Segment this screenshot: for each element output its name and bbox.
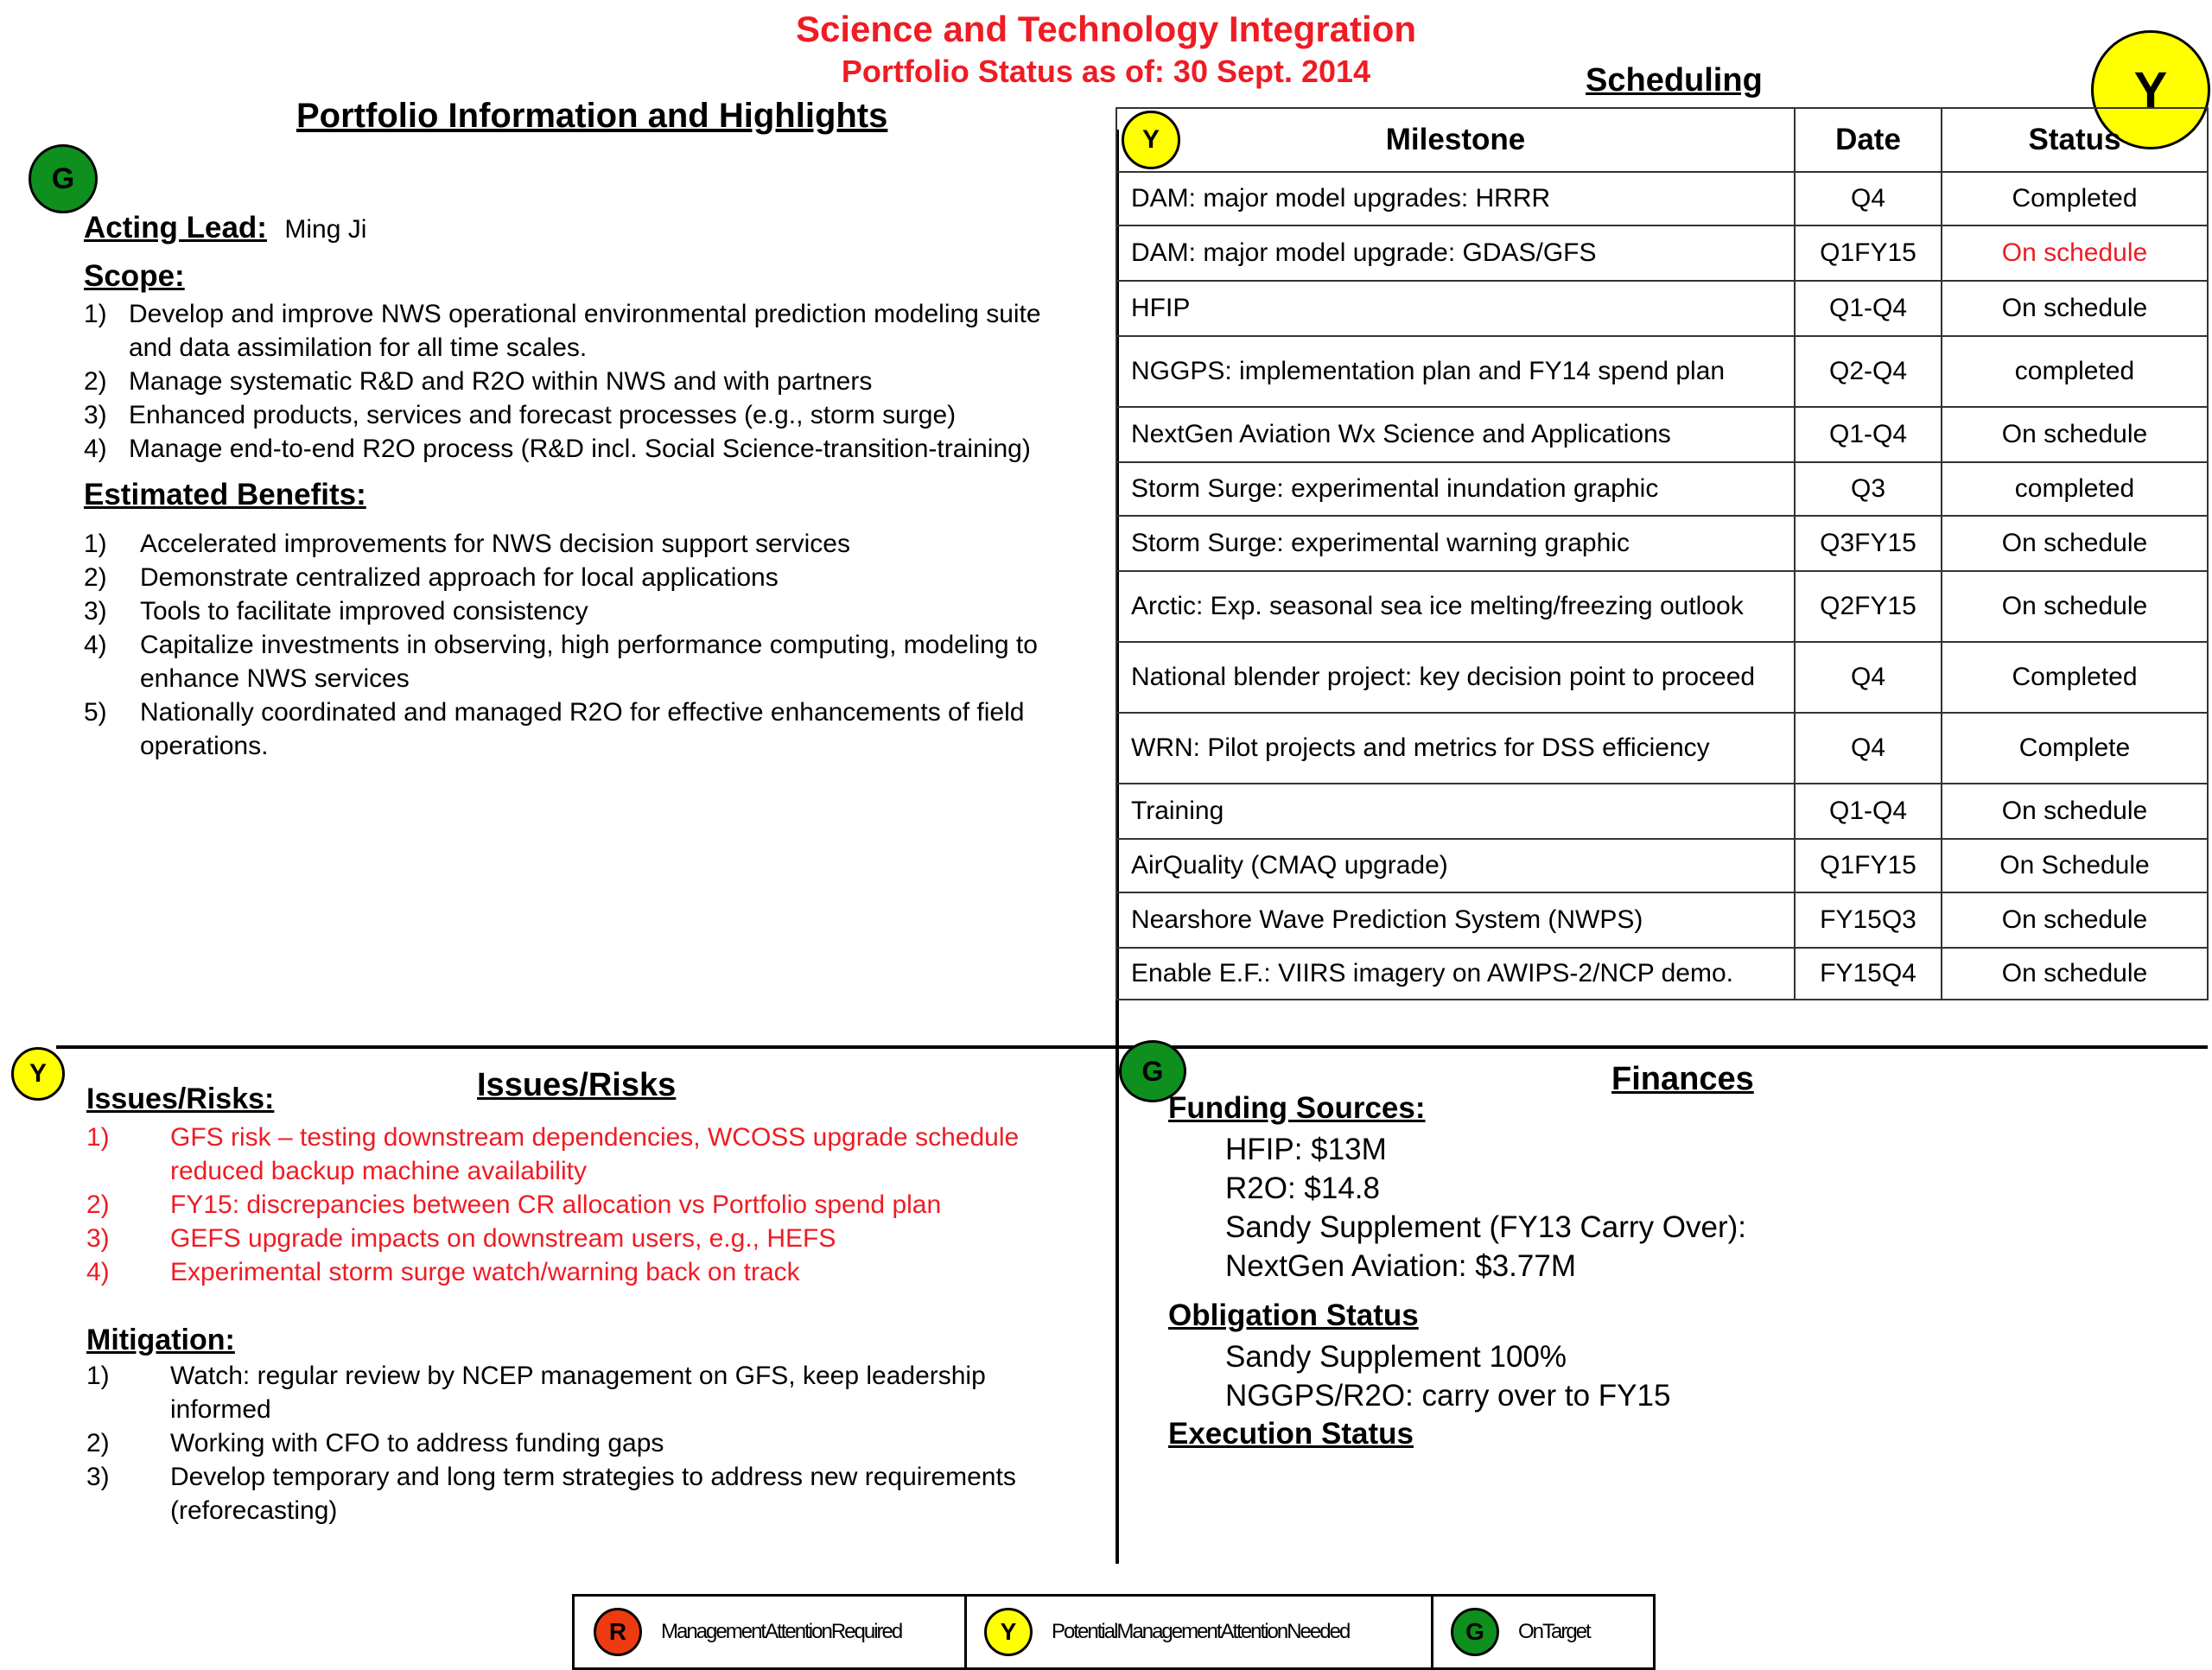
acting-lead-name: Ming Ji bbox=[284, 215, 367, 244]
status-cell: On schedule bbox=[1942, 407, 2208, 462]
date-cell: Q4 bbox=[1795, 172, 1942, 225]
status-cell: completed bbox=[1942, 336, 2208, 407]
status-cell: Completed bbox=[1942, 642, 2208, 713]
list-item: 3) Tools to facilitate improved consistency bbox=[84, 597, 588, 625]
mitigation-label: Mitigation: bbox=[86, 1324, 235, 1356]
milestone-cell: Training bbox=[1116, 784, 1795, 839]
table-row bbox=[1116, 892, 2208, 948]
obligation-list bbox=[1225, 1337, 1670, 1415]
list-item: 1) Develop and improve NWS operational environmental prediction modeling suite and data assimilation for all time scales. bbox=[84, 300, 1041, 362]
milestone-cell: National blender project: key decision point to proceed bbox=[1116, 642, 1795, 713]
list-item: 4) Experimental storm surge watch/warning back on track bbox=[86, 1258, 800, 1286]
list-item: 2) Demonstrate centralized approach for local applications bbox=[84, 563, 779, 592]
legend-label: ManagementAttentionRequired bbox=[661, 1620, 902, 1643]
list-item: 3) Develop temporary and long term strategies to address new requirements (reforecasting) bbox=[86, 1463, 1016, 1525]
portfolio-status-badge: G bbox=[29, 144, 98, 213]
list-item: HFIP: $13M bbox=[1225, 1133, 1387, 1166]
list-item: R2O: $14.8 bbox=[1225, 1172, 1380, 1205]
milestone-cell: Enable E.F.: VIIRS imagery on AWIPS-2/NCP demo. bbox=[1116, 948, 1795, 1000]
list-item: 1) Accelerated improvements for NWS decision support services bbox=[84, 530, 850, 558]
list-item: 4) Manage end-to-end R2O process (R&D incl. Social Science-transition-training) bbox=[84, 435, 1031, 463]
scheduling-title: Scheduling bbox=[1586, 62, 1763, 98]
milestone-cell: Nearshore Wave Prediction System (NWPS) bbox=[1116, 892, 1795, 948]
yellow-status-icon: Y bbox=[984, 1608, 1033, 1656]
table-row bbox=[1116, 336, 2208, 407]
scope-list bbox=[84, 297, 1060, 466]
acting-lead bbox=[84, 211, 366, 246]
legend-item-yellow bbox=[967, 1597, 1433, 1667]
date-cell: Q1-Q4 bbox=[1795, 784, 1942, 839]
milestone-cell: DAM: major model upgrade: GDAS/GFS bbox=[1116, 225, 1795, 281]
milestone-cell: DAM: major model upgrades: HRRR bbox=[1116, 172, 1795, 225]
table-row bbox=[1116, 642, 2208, 713]
status-cell: On schedule bbox=[1942, 571, 2208, 642]
issues-label: Issues/Risks: bbox=[86, 1083, 275, 1115]
overall-status-badge: Y bbox=[2091, 30, 2210, 149]
date-cell: Q4 bbox=[1795, 713, 1942, 784]
milestone-cell: Arctic: Exp. seasonal sea ice melting/freezing outlook bbox=[1116, 571, 1795, 642]
list-item: 2) Working with CFO to address funding gaps bbox=[86, 1429, 664, 1457]
funding-list bbox=[1225, 1130, 1746, 1286]
status-cell: On schedule bbox=[1942, 948, 2208, 1000]
scheduling-status-badge: Y bbox=[1122, 111, 1180, 169]
status-cell: On schedule bbox=[1942, 281, 2208, 336]
portfolio-title: Portfolio Information and Highlights bbox=[296, 97, 888, 135]
green-status-icon: G bbox=[1451, 1608, 1499, 1656]
table-row bbox=[1116, 281, 2208, 336]
date-header: Date bbox=[1795, 108, 1942, 172]
red-status-icon: R bbox=[594, 1608, 642, 1656]
list-item: 1) GFS risk – testing downstream dependencies, WCOSS upgrade schedule reduced backup machine availability bbox=[86, 1123, 1020, 1185]
legend-label: PotentialManagementAttentionNeeded bbox=[1052, 1620, 1350, 1643]
table-row bbox=[1116, 462, 2208, 516]
status-cell: completed bbox=[1942, 462, 2208, 516]
date-cell: Q2FY15 bbox=[1795, 571, 1942, 642]
milestone-header: Milestone bbox=[1116, 108, 1795, 172]
list-item: NextGen Aviation: $3.77M bbox=[1225, 1249, 1576, 1283]
execution-label: Execution Status bbox=[1168, 1417, 1414, 1451]
table-row bbox=[1116, 225, 2208, 281]
table-row bbox=[1116, 407, 2208, 462]
date-cell: Q4 bbox=[1795, 642, 1942, 713]
benefits-label: Estimated Benefits: bbox=[84, 478, 366, 511]
issues-title: Issues/Risks bbox=[477, 1067, 677, 1103]
list-item: 2) Manage systematic R&D and R2O within NWS and with partners bbox=[84, 367, 873, 396]
milestone-cell: AirQuality (CMAQ upgrade) bbox=[1116, 839, 1795, 892]
status-cell: On Schedule bbox=[1942, 839, 2208, 892]
date-cell: Q1FY15 bbox=[1795, 839, 1942, 892]
page-title: Science and Technology Integration bbox=[796, 9, 1416, 49]
date-cell: Q1-Q4 bbox=[1795, 407, 1942, 462]
milestone-cell: Storm Surge: experimental inundation graphic bbox=[1116, 462, 1795, 516]
table-row bbox=[1116, 948, 2208, 1000]
date-cell: Q1-Q4 bbox=[1795, 281, 1942, 336]
date-cell: Q1FY15 bbox=[1795, 225, 1942, 281]
status-cell: Complete bbox=[1942, 713, 2208, 784]
list-item: 2) FY15: discrepancies between CR allocation vs Portfolio spend plan bbox=[86, 1191, 942, 1219]
status-cell: On schedule bbox=[1942, 225, 2208, 281]
status-cell: On schedule bbox=[1942, 892, 2208, 948]
date-cell: FY15Q3 bbox=[1795, 892, 1942, 948]
milestone-cell: HFIP bbox=[1116, 281, 1795, 336]
date-cell: Q3 bbox=[1795, 462, 1942, 516]
status-cell: On schedule bbox=[1942, 784, 2208, 839]
table-row bbox=[1116, 516, 2208, 571]
legend-label: OnTarget bbox=[1518, 1620, 1590, 1643]
date-cell: Q3FY15 bbox=[1795, 516, 1942, 571]
benefits-list bbox=[84, 527, 1060, 763]
legend-item-green bbox=[1433, 1597, 1653, 1667]
table-header-row bbox=[1116, 108, 2208, 172]
acting-lead-label: Acting Lead: bbox=[84, 211, 267, 244]
finances-title: Finances bbox=[1611, 1061, 1754, 1097]
table-row bbox=[1116, 172, 2208, 225]
milestone-cell: WRN: Pilot projects and metrics for DSS efficiency bbox=[1116, 713, 1795, 784]
legend-item-red bbox=[575, 1597, 967, 1667]
issues-list bbox=[86, 1121, 1063, 1289]
list-item: 4) Capitalize investments in observing, high performance computing, modeling to enhance NWS services bbox=[84, 631, 1038, 693]
table-row bbox=[1116, 571, 2208, 642]
table-row bbox=[1116, 713, 2208, 784]
obligation-label: Obligation Status bbox=[1168, 1299, 1419, 1332]
date-cell: FY15Q4 bbox=[1795, 948, 1942, 1000]
mitigation-list bbox=[86, 1359, 1089, 1527]
status-cell: On schedule bbox=[1942, 516, 2208, 571]
list-item: 3) Enhanced products, services and forecast processes (e.g., storm surge) bbox=[84, 401, 957, 429]
status-cell: Completed bbox=[1942, 172, 2208, 225]
table-row bbox=[1116, 784, 2208, 839]
status-header: Status bbox=[1942, 108, 2208, 172]
milestone-cell: NGGPS: implementation plan and FY14 spend plan bbox=[1116, 336, 1795, 407]
list-item: 1) Watch: regular review by NCEP management on GFS, keep leadership informed bbox=[86, 1362, 986, 1424]
issues-status-badge: Y bbox=[11, 1047, 65, 1101]
finances-status-badge: G bbox=[1119, 1040, 1186, 1102]
milestone-cell: Storm Surge: experimental warning graphic bbox=[1116, 516, 1795, 571]
table-row bbox=[1116, 839, 2208, 892]
milestone-cell: NextGen Aviation Wx Science and Applications bbox=[1116, 407, 1795, 462]
date-cell: Q2-Q4 bbox=[1795, 336, 1942, 407]
list-item: 3) GEFS upgrade impacts on downstream users, e.g., HEFS bbox=[86, 1224, 836, 1253]
list-item: Sandy Supplement 100% bbox=[1225, 1340, 1567, 1374]
list-item: NGGPS/R2O: carry over to FY15 bbox=[1225, 1379, 1671, 1413]
milestone-table bbox=[1116, 107, 2209, 1000]
list-item: 5) Nationally coordinated and managed R2O for effective enhancements of field operations. bbox=[84, 698, 1025, 760]
page-subtitle: Portfolio Status as of: 30 Sept. 2014 bbox=[841, 54, 1371, 89]
scope-label: Scope: bbox=[84, 259, 185, 293]
list-item: Sandy Supplement (FY13 Carry Over): bbox=[1225, 1210, 1747, 1244]
funding-label: Funding Sources: bbox=[1168, 1091, 1426, 1125]
